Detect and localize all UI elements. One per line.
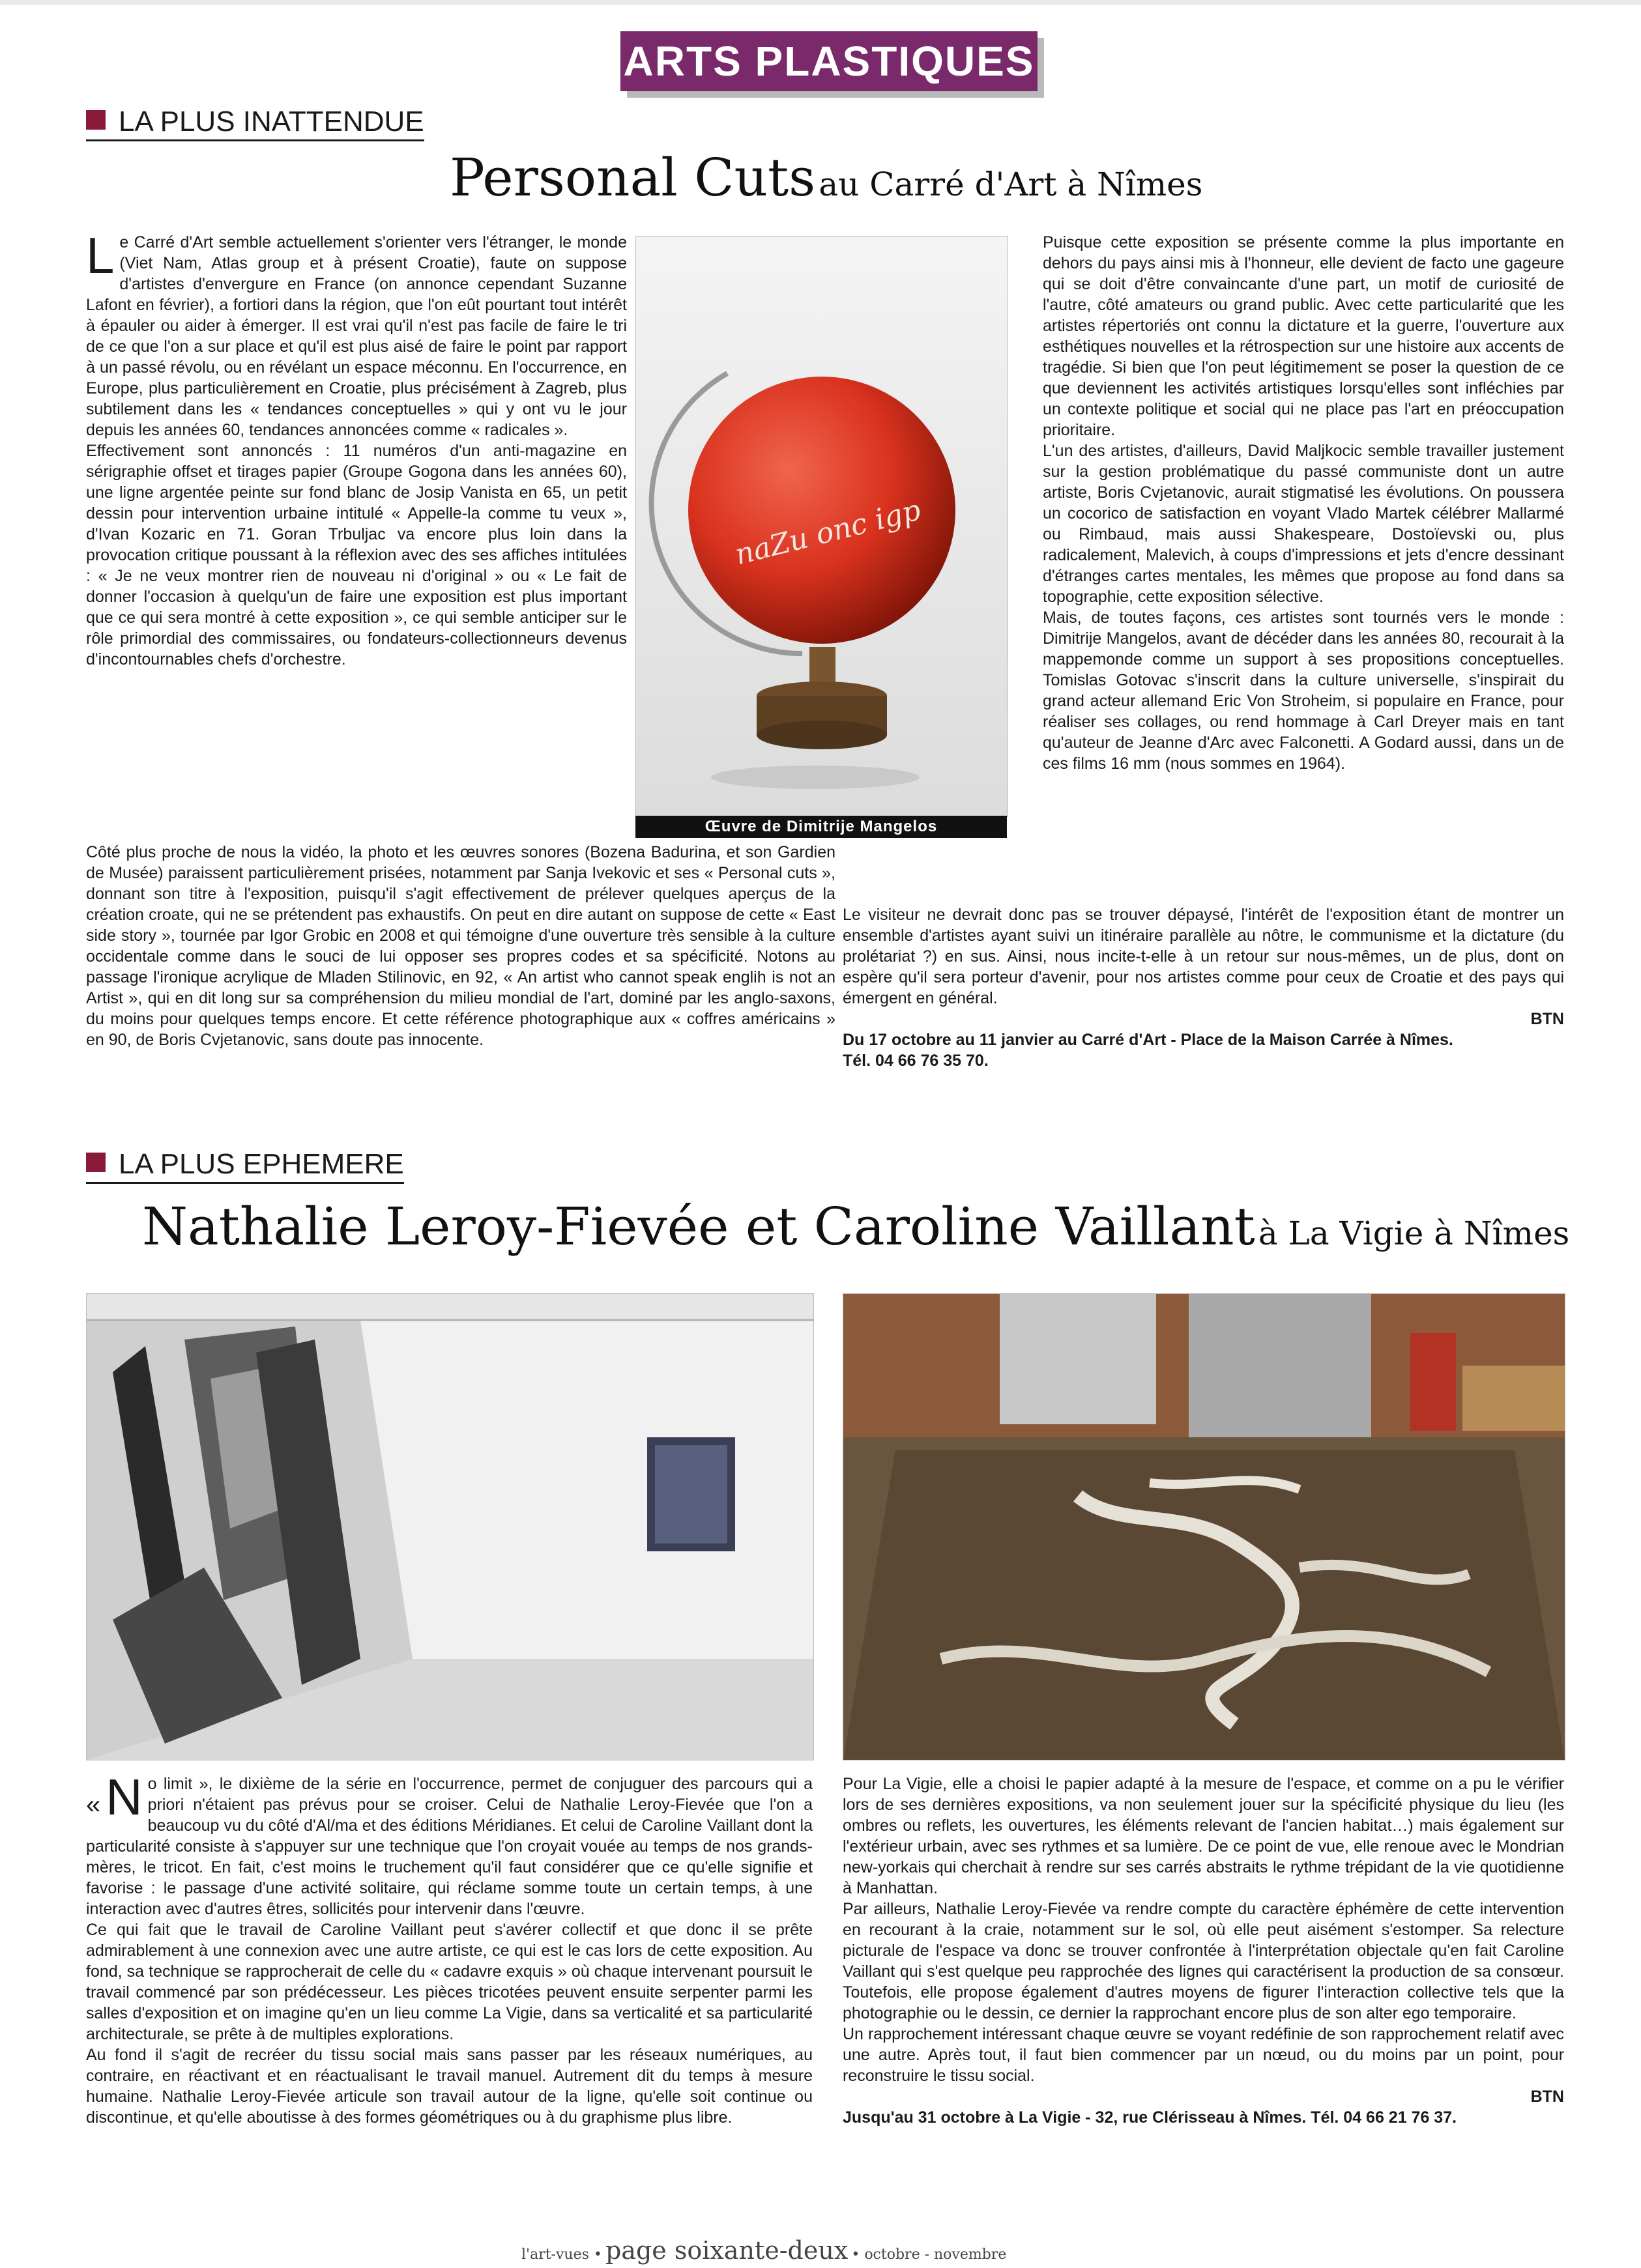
article1-column-right <box>1043 232 1564 774</box>
drop-cap: L <box>86 227 115 284</box>
article1-para: Effectivement sont annoncés : 11 numéros d'un anti-magazine en sérigraphie offset et tirages papier (Groupe Gogona dans les années 60), une ligne argentée peinte sur fond blanc de Josip Vanista en 65, un petit dessin pour intervention urbaine intitulé « Appelle-la comme tu veux », d'Ivan Kozaric en 71. Goran Trbuljac va encore plus loin dans la provocation critique poussant à la réflexion avec des ses affiches intitulées : « Je ne veux montrer rien de nouveau ni d'original » ou « Le fait de donner l'occasion à quelqu'un de faire une exposition est plus important que ce qui sera montré à cette exposition », ce qui semble anticiper sur le rôle primordial des commissaires, ou fondateurs-collectionneurs devenus d'incontournables chefs d'orchestre. <box>86 442 627 668</box>
article2-para: Ce qui fait que le travail de Caroline Vaillant peut s'avérer collectif et que donc il se prête admirablement à une connexion avec une autre artiste, ce qui est le cas lors de cette exposition. Au fond, sa technique se rapprocherait de celle du « cadavre exquis » où chaque intervenant poursuit le travail commencé par son prédécesseur. Les pièces tricotées peuvent ensuite serpenter parmi les salles d'exposition et on imagine qu'en un lieu comme La Vigie, dans sa verticalité et sa particularité architecturale, se prête à de multiples explorations. <box>86 1921 813 2043</box>
kicker-square <box>86 1153 106 1172</box>
article2-title-sub: à La Vigie à Nîmes <box>1258 1214 1570 1252</box>
article1-para: L'un des artistes, d'ailleurs, David Maljkocic semble travailler justement sur la gestion problématique du passé communiste dont un autre artiste, Boris Cvjetanovic, aurait stigmatisé les évolutions. On poussera un cocorico de satisfaction en voyant Vlado Martek célébrer Mallarmé ou Rimbaud, mais aussi Shakespeare, Dostoïevski ou, plus radicalement, Malevich, à coups d'impressions et jets d'encre dessinant d'étranges cartes mentales, les mêmes que propose au fond dans sa topographie, cette exposition sélective. <box>1043 442 1564 606</box>
article1-para: e Carré d'Art semble actuellement s'orienter vers l'étranger, le monde (Viet Nam, Atlas group et à présent Croatie), faute on suppose d'artistes d'envergure en France (on annonce cependant Suzanne Lafont en février), a fortiori dans la région, que l'on eût pourtant tout intérêt à épauler ou aider à émerger. Il est vrai qu'il n'est pas facile de faire le tri de ce que l'on a sur place et qu'il est plus aisé de faire le point par rapport à un passé révolu, ou en révélant un espace méconnu. En l'occurrence, en Europe, plus particulièrement en Croatie, plus précisément à Zagreb, plus subtilement dans les « tendances conceptuelles » qui y ont vu le jour depuis les années 60, tendances annoncées comme « radicales ». <box>86 233 627 439</box>
article1-column-left-bottom <box>86 842 835 1050</box>
article2-column-left <box>86 1768 813 2128</box>
article2-title <box>142 1196 1569 1257</box>
article2-title-main: Nathalie Leroy-Fievée et Caroline Vaillant <box>142 1196 1255 1257</box>
article1-kicker <box>86 106 424 141</box>
article2-para: o limit », le dixième de la série en l'occurrence, permet de conjuguer des parcours qui a priori n'étaient pas prévus pour se croiser. Celui de Nathalie Leroy-Fievée que l'on a beaucoup vu du côté d'Al/ma et des éditions Méridianes. Et celui de Caroline Vaillant dont la particularité consiste à s'appuyer sur une technique que l'on croyait vouée au temps de nos grands-mères, le tricot. En fait, c'est moins le truchement qu'il faut considérer que ce qu'elle signifie et favorise : le passage d'une activité solitaire, qui réclame somme toute un certain temps, à une interaction avec d'autres êtres, sollicités pour intervenir dans l'œuvre. <box>86 1775 813 1918</box>
article1-column-left <box>86 227 627 670</box>
article2-info: Jusqu'au 31 octobre à La Vigie - 32, rue Clérisseau à Nîmes. Tél. 04 66 21 76 37. <box>843 2108 1457 2127</box>
installation-illustration <box>843 1294 1565 1760</box>
top-edge <box>0 0 1641 5</box>
globe-illustration <box>636 237 1008 816</box>
svg-text:naZu onc igp: naZu onc igp <box>731 493 924 572</box>
article2-para: Pour La Vigie, elle a choisi le papier adapté à la mesure de l'espace, et comme on a pu le vérifier lors de ses dernières expositions, va non seulement jouer sur la spécificité physique du lieu (les ombres ou reflets, les ouvertures, les éléments relevant de l'ancien habitat…) mais également sur l'extérieur urbain, avec ses rythmes et sa lumière. De ce point de vue, elle renoue avec le Mondrian new-yorkais qui cherchait à rendre sur ses carrés abstraits le rythme trépidant de la vie quotidienne à Manhattan. <box>843 1775 1564 1897</box>
footer-magazine: l'art-vues • <box>521 2246 602 2263</box>
article1-title-sub: au Carré d'Art à Nîmes <box>819 165 1203 203</box>
page-footer <box>521 2236 1006 2265</box>
article1-para: Puisque cette exposition se présente comme la plus importante en dehors du pays ainsi mis à l'honneur, elle devient de facto une gageure qui se doit d'être convaincante d'une part, un motif de curiosité de l'autre, côté amateurs ou grand public. Avec cette particularité que les artistes répertoriés ont connu la dictature et la guerre, l'ouverture aux esthétiques nouvelles et la rétrospection sur une histoire aux accents de tragédie. Si bien que l'on peut légitimement se poser la question de ce que deviennent les activités artistiques lorsqu'elles sont infléchies par un contexte politique et social qui ne place pas l'art en préoccupation prioritaire. <box>1043 233 1564 439</box>
article2-signature: BTN <box>1530 2088 1564 2106</box>
article1-title-main: Personal Cuts <box>450 147 816 208</box>
installation-photo <box>843 1293 1565 1760</box>
article2-para: Par ailleurs, Nathalie Leroy-Fievée va rendre compte du caractère éphémère de cette intervention en recourant à la craie, notamment sur le sol, où elle peut aisément s'estomper. Sa relecture picturale de l'espace va donc se trouver confrontée à l'interprétation objectale qu'en fait Caroline Vaillant qui s'est quelque peu rapprochée des lignes qui caractérisent la production de sa consœur. Toutefois, elle propose également d'autres moyens de figurer l'interaction collective tels que la photographie ou le dessin, ce dernier la rapprochant encore plus de son alter ego temporaire. <box>843 1900 1564 2022</box>
section-banner: ARTS PLASTIQUES <box>620 31 1038 91</box>
globe-photo <box>635 236 1008 817</box>
gallery-photo <box>86 1293 814 1760</box>
article2-column-right <box>843 1773 1564 2128</box>
article2-kicker <box>86 1148 404 1184</box>
article2-para: Un rapprochement intéressant chaque œuvre se voyant redéfinie de son rapprochement relatif avec une autre. Après tout, il faut bien commencer par un nœud, ou du moins par un point, pour reconstruire le tissu social. <box>843 2025 1564 2085</box>
article2-para: Au fond il s'agit de recréer du tissu social mais sans passer par les réseaux numériques, au contraire, en réactivant et en réactualisant le travail manuel. Autrement dit du temps à mesure humaine. Nathalie Leroy-Fievée articule son travail autour de la ligne, qu'elle soit continue ou discontinue, et qu'elle aboutisse à des formes géométriques ou à du graphisme plus libre. <box>86 2046 813 2127</box>
photo-caption: Œuvre de Dimitrije Mangelos <box>635 816 1007 838</box>
footer-issue: • octobre - novembre <box>851 2246 1007 2263</box>
kicker-square <box>86 110 106 130</box>
article1-info-phone: Tél. 04 66 76 35 70. <box>843 1052 989 1070</box>
article1-title <box>450 147 1202 208</box>
article2-kicker-text: LA PLUS EPHEMERE <box>119 1148 404 1180</box>
article1-kicker-text: LA PLUS INATTENDUE <box>119 106 424 137</box>
article1-signature: BTN <box>1530 1010 1564 1028</box>
article1-para: Le visiteur ne devrait donc pas se trouver dépaysé, l'intérêt de l'exposition étant de montrer un ensemble d'artistes ayant suivi un itinéraire parallèle au nôtre, le communisme et la dictature (du prolétariat ?) en sus. Ainsi, nous incite-t-elle à un retour sur nous-mêmes, un de plus, dont on espère qu'il sera porteur d'avenir, pour nos artistes comme pour ceux de Croatie et des pays qui émergent en général. <box>843 906 1564 1007</box>
drop-cap: N <box>106 1768 143 1826</box>
article1-info-dates: Du 17 octobre au 11 janvier au Carré d'Art - Place de la Maison Carrée à Nîmes. <box>843 1031 1453 1049</box>
article1-column-right-bottom <box>843 904 1564 1071</box>
gallery-illustration <box>87 1294 813 1760</box>
article1-para: Côté plus proche de nous la vidéo, la photo et les œuvres sonores (Bozena Badurina, et son Gardien de Musée) paraissent particulièrement prisées, notamment par Sanja Ivekovic et ses « Personal cuts », donnant son titre à l'exposition, puisqu'il s'agit effectivement de prélever quelques aperçus de la création croate, qui ne se prétendent pas exhaustifs. On peut en dire autant on suppose de cette « East side story », tournée par Igor Grobic en 2008 et qui témoigne d'une ouverture très sensible à la culture occidentale comme dans le souci de lui opposer ses propres codes et sa spécificité. Notons au passage l'ironique acrylique de Mladen Stilinovic, en 92, « An artist who cannot speak englih is not an Artist », qui en dit long sur sa compréhension du milieu mondial de l'art, dominé par les anglo-saxons, du moins pour quelques temps encore. Et cette référence photographique aux « coffres américains » en 90, de Boris Cvjetanovic, sans doute pas innocente. <box>86 843 835 1049</box>
open-quote: « <box>86 1790 101 1819</box>
article1-para: Mais, de toutes façons, ces artistes sont tournés vers le monde : Dimitrije Mangelos, avant de décéder dans les années 80, recourait à la mappemonde comme un support à ses propositions conceptuelles. Tomislas Gotovac s'inscrit dans la culture universelle, s'inspirait du grand acteur allemand Eric Von Stroheim, si populaire en France, pour réaliser ses collages, ou rend hommage à Carl Dreyer mais en tant qu'auteur de Jeanne d'Arc avec Falconetti. A Godard aussi, dans un de ces films 16 mm (nous sommes en 1964). <box>1043 609 1564 773</box>
footer-page: page soixante-deux <box>605 2236 849 2265</box>
